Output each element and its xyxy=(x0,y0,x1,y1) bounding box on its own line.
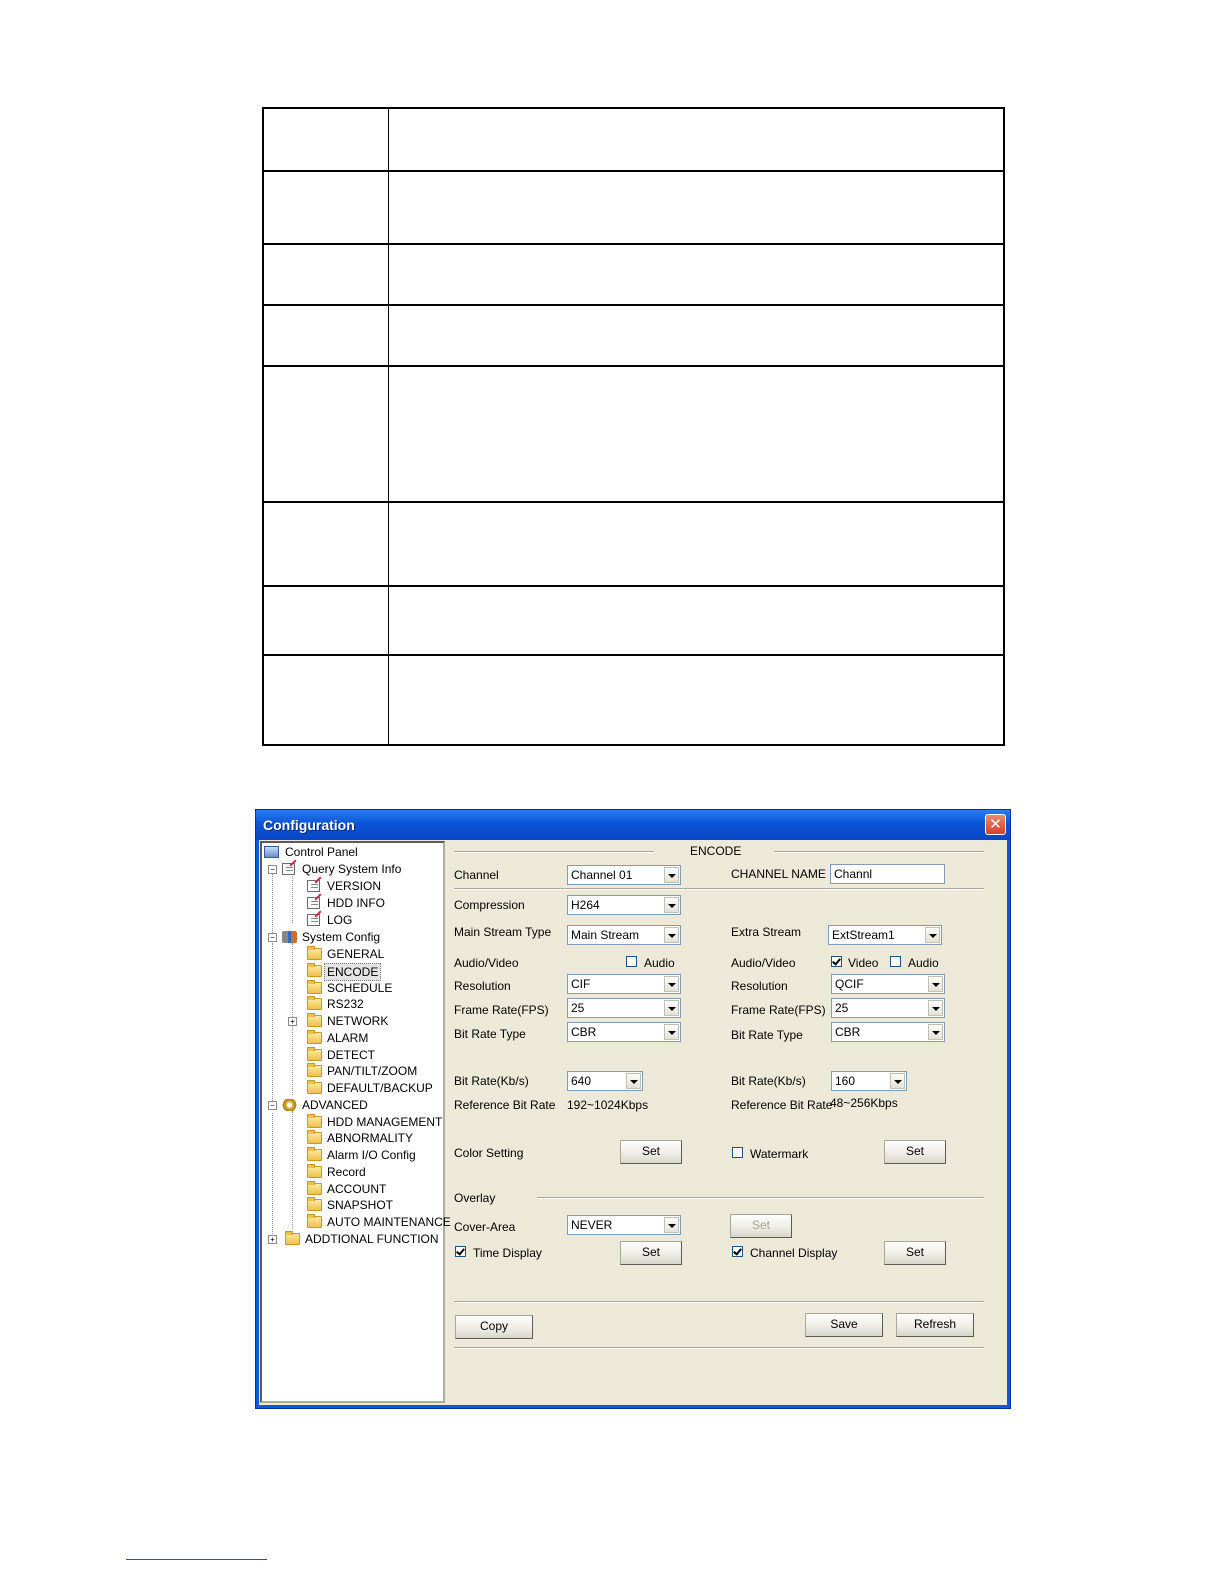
extra-stream-label: Extra Stream xyxy=(731,925,802,939)
refresh-button[interactable]: Refresh xyxy=(896,1313,974,1337)
extra-video-label: Video xyxy=(848,956,879,970)
watermark-label: Watermark xyxy=(750,1147,809,1161)
folder-icon xyxy=(307,1132,322,1144)
color-setting-set-button[interactable]: Set xyxy=(620,1140,682,1164)
navigation-tree: Control Panel − Query System Info VERSION HDD INFO LOG − System Config GENERAL ENCODE SCHEDULE RS232 + NETWORK ALARM DETECT PAN/TILT/ZOOM DEFAULT/BACKUP − ADVANCED HDD MANAGEMENT ABNORMALITY Alarm I/O Config Record ACCOUNT SNAPSHOT AUTO MAINTENANCE + ADDTIONAL FUNCTION xyxy=(260,841,445,1403)
folder-icon xyxy=(307,1199,322,1211)
main-audio-label: Audio xyxy=(644,956,675,970)
main-bit-rate-type-label: Bit Rate Type xyxy=(454,1027,526,1041)
gears-icon xyxy=(282,1099,297,1111)
watermark-set-button[interactable]: Set xyxy=(884,1140,946,1164)
table-row-divider xyxy=(264,365,1003,367)
folder-icon xyxy=(307,1082,322,1094)
main-resolution-select[interactable]: CIF xyxy=(567,974,681,994)
table-row-divider xyxy=(264,243,1003,245)
extra-audio-checkbox[interactable] xyxy=(890,956,901,967)
channel-display-set-button[interactable]: Set xyxy=(884,1241,946,1265)
extra-bit-rate-select[interactable]: 160 xyxy=(831,1071,907,1091)
extra-frame-rate-label: Frame Rate(FPS) xyxy=(731,1003,826,1017)
folder-icon xyxy=(307,1183,322,1195)
folder-icon xyxy=(307,1049,322,1061)
folder-icon xyxy=(307,948,322,960)
extra-bit-rate-type-label: Bit Rate Type xyxy=(731,1028,803,1042)
collapse-icon[interactable]: − xyxy=(268,1101,277,1110)
cover-area-set-button[interactable]: Set xyxy=(730,1214,792,1238)
dropdown-arrow-icon[interactable] xyxy=(664,897,679,913)
time-display-checkbox[interactable] xyxy=(455,1246,466,1257)
channel-label: Channel xyxy=(454,868,499,882)
expand-icon[interactable]: + xyxy=(268,1235,277,1244)
folder-icon xyxy=(307,1116,322,1128)
overlay-title: Overlay xyxy=(454,1191,496,1205)
time-display-set-button[interactable]: Set xyxy=(620,1241,682,1265)
table-row-divider xyxy=(264,585,1003,587)
encode-panel xyxy=(449,840,1007,1405)
channel-name-input[interactable]: Channl xyxy=(830,864,945,884)
extra-bit-rate-label: Bit Rate(Kb/s) xyxy=(731,1074,806,1088)
extra-resolution-label: Resolution xyxy=(731,979,788,993)
compression-label: Compression xyxy=(454,898,525,912)
folder-icon xyxy=(307,998,322,1010)
main-resolution-label: Resolution xyxy=(454,979,511,993)
folder-icon xyxy=(307,1216,322,1228)
extra-audio-label: Audio xyxy=(908,956,939,970)
extra-video-checkbox[interactable] xyxy=(831,956,842,967)
table-column-divider xyxy=(388,109,389,744)
dropdown-arrow-icon[interactable] xyxy=(928,1000,943,1016)
window-title: Configuration xyxy=(263,817,355,833)
dropdown-arrow-icon[interactable] xyxy=(928,976,943,992)
channel-display-label: Channel Display xyxy=(750,1246,838,1260)
channel-name-label: CHANNEL NAME xyxy=(731,867,826,881)
dropdown-arrow-icon[interactable] xyxy=(664,1217,679,1233)
folder-icon xyxy=(307,1015,322,1027)
dropdown-arrow-icon[interactable] xyxy=(664,867,679,883)
folder-open-icon xyxy=(307,965,322,977)
window-client-area xyxy=(259,840,1007,1405)
dropdown-arrow-icon[interactable] xyxy=(626,1073,641,1089)
channel-select[interactable]: Channel 01 xyxy=(567,865,681,885)
dropdown-arrow-icon[interactable] xyxy=(928,1024,943,1040)
dropdown-arrow-icon[interactable] xyxy=(664,1000,679,1016)
copy-button[interactable]: Copy xyxy=(455,1315,533,1339)
main-ref-bit-rate-label: Reference Bit Rate xyxy=(454,1098,556,1112)
cover-area-select[interactable]: NEVER xyxy=(567,1215,681,1235)
main-bit-rate-type-select[interactable]: CBR xyxy=(567,1022,681,1042)
extra-audio-video-label: Audio/Video xyxy=(731,956,796,970)
computer-icon xyxy=(264,846,279,858)
folder-icon xyxy=(307,982,322,994)
dropdown-arrow-icon[interactable] xyxy=(925,927,940,943)
main-frame-rate-select[interactable]: 25 xyxy=(567,998,681,1018)
collapse-icon[interactable]: − xyxy=(268,933,277,942)
dropdown-arrow-icon[interactable] xyxy=(664,1024,679,1040)
dropdown-arrow-icon[interactable] xyxy=(664,976,679,992)
cover-area-label: Cover-Area xyxy=(454,1220,516,1234)
expand-icon[interactable]: + xyxy=(288,1017,297,1026)
time-display-label: Time Display xyxy=(473,1246,542,1260)
document-edit-icon xyxy=(307,897,320,909)
main-audio-video-label: Audio/Video xyxy=(454,956,519,970)
title-bar[interactable] xyxy=(256,810,1010,840)
main-stream-type-label: Main Stream Type xyxy=(454,925,552,939)
compression-select[interactable]: H264 xyxy=(567,895,681,915)
dropdown-arrow-icon[interactable] xyxy=(664,927,679,943)
color-setting-label: Color Setting xyxy=(454,1146,524,1160)
main-stream-type-select[interactable]: Main Stream xyxy=(567,925,681,945)
extra-ref-bit-rate-label: Reference Bit Rate xyxy=(731,1098,833,1112)
folder-icon xyxy=(307,1166,322,1178)
section-title: ENCODE xyxy=(690,844,742,858)
table-row-divider xyxy=(264,170,1003,172)
document-table xyxy=(262,107,1005,746)
folder-icon xyxy=(285,1233,300,1245)
extra-stream-select[interactable]: ExtStream1 xyxy=(828,925,942,945)
main-ref-bit-rate-value: 192~1024Kbps xyxy=(567,1098,649,1112)
main-audio-checkbox[interactable] xyxy=(626,956,637,967)
extra-frame-rate-select[interactable]: 25 xyxy=(831,998,945,1018)
main-bit-rate-select[interactable]: 640 xyxy=(567,1071,643,1091)
close-icon[interactable]: ✕ xyxy=(985,814,1006,835)
watermark-checkbox[interactable] xyxy=(732,1147,743,1158)
main-bit-rate-label: Bit Rate(Kb/s) xyxy=(454,1074,529,1088)
channel-display-checkbox[interactable] xyxy=(732,1246,743,1257)
footnote-rule xyxy=(126,1559,267,1560)
folder-icon xyxy=(307,1032,322,1044)
table-row-divider xyxy=(264,304,1003,306)
collapse-icon[interactable]: − xyxy=(268,865,277,874)
folder-icon xyxy=(307,1065,322,1077)
configuration-window xyxy=(255,809,1011,1409)
extra-resolution-select[interactable]: QCIF xyxy=(831,974,945,994)
table-row-divider xyxy=(264,501,1003,503)
extra-bit-rate-type-select[interactable]: CBR xyxy=(831,1022,945,1042)
document-edit-icon xyxy=(282,863,295,875)
document-edit-icon xyxy=(307,880,320,892)
main-frame-rate-label: Frame Rate(FPS) xyxy=(454,1003,549,1017)
document-edit-icon xyxy=(307,914,320,926)
extra-ref-bit-rate-value: 48~256Kbps xyxy=(830,1096,898,1110)
save-button[interactable]: Save xyxy=(805,1313,883,1337)
dropdown-arrow-icon[interactable] xyxy=(890,1073,905,1089)
folder-icon xyxy=(307,1149,322,1161)
tools-icon xyxy=(282,931,297,943)
table-row-divider xyxy=(264,654,1003,656)
